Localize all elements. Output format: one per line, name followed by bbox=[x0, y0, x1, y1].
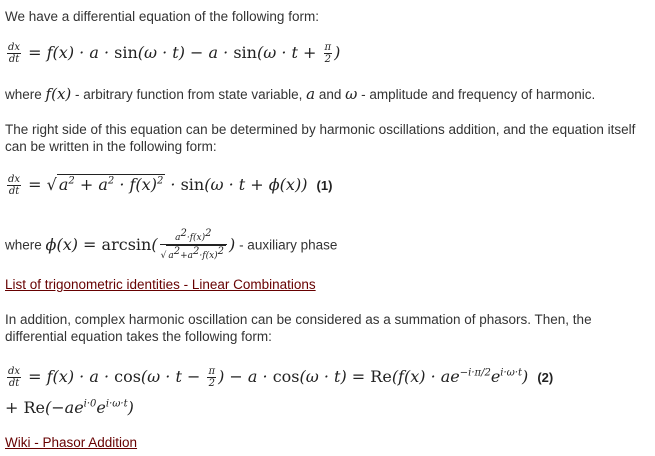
differential-equation: $\frac{dx}{dt}$ = f(x) · a · sin(ω · t) − a · sin(ω · t + $\frac{\pi}{2}$ ) bbox=[8, 42, 341, 65]
harmonic-text: The right side of this equation can be determined by harmonic oscillations addition, and the equation itself can be written in the following form: bbox=[5, 122, 636, 154]
equation-1-tag: (1) bbox=[316, 178, 333, 193]
equation-2: $\frac{dx}{dt}$ = f(x) · a · cos(ω · t − $\frac{\pi}{2}$ ) − $a \cdot \cos(\omega \cdot t) = Re(f(x) \cdot ae^{-i\cdot\pi/2}e^{i\cdot\omega\cdot t})$ (2) bbox=[8, 366, 554, 389]
where-definition: where f(x) - arbitrary function from state variable, a and ω - amplitude and frequency of harmonic. bbox=[5, 85, 596, 103]
equation-2-continued: + $Re(-ae^{i\cdot 0}e^{i\cdot\omega\cdot t})$ bbox=[5, 398, 134, 417]
equation-2-tag: (2) bbox=[537, 370, 554, 385]
equation-1: $\frac{dx}{dt}$ = √ $a^2 + a^2 \cdot f(x)^2 \cdot \sin(\omega \cdot t + \phi(x))$ (1) bbox=[8, 174, 333, 197]
phasor-addition-link[interactable]: Wiki - Phasor Addition bbox=[5, 435, 138, 450]
trig-identities-link[interactable]: List of trigonometric identities - Linear Combinations bbox=[5, 277, 316, 292]
intro-text: We have a differential equation of the following form: bbox=[5, 9, 319, 24]
phasor-text: In addition, complex harmonic oscillation can be considered as a summation of phasors. Then, the differential equation takes the following form: bbox=[5, 312, 592, 344]
phase-definition: where ϕ(x) = arcsin( $\frac{a^2\cdot f(x)^2}{√ a^2+a^2\cdot f(x)^2}$ ) - auxiliary phase bbox=[5, 228, 338, 261]
